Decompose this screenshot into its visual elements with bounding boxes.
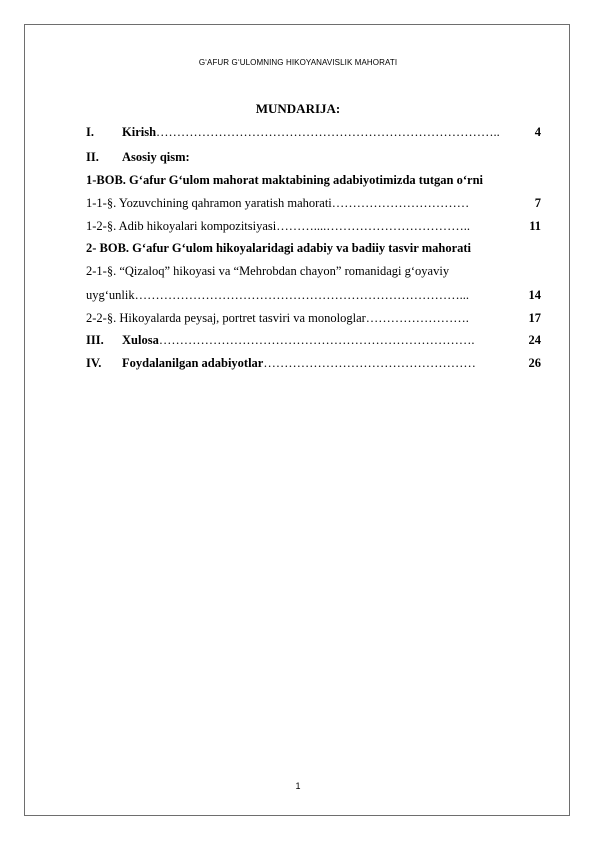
toc-entry-2-2[interactable]: [86, 311, 541, 326]
toc-entry-foydalanilgan[interactable]: [86, 356, 541, 371]
toc-leader-dots: ………………………………………………………………….: [158, 333, 475, 347]
toc-title: MUNDARIJA:: [255, 101, 341, 116]
toc-entry-page: 11: [529, 219, 541, 233]
page-border: [24, 24, 570, 816]
toc-entry-number: IV.: [86, 356, 102, 370]
toc-leader-dots: ……………………………………………: [263, 356, 476, 370]
running-header: G‘AFUR G‘ULOMNING HIKOYANAVISLIK MAHORATI: [198, 58, 398, 67]
toc-entry-page: 24: [528, 333, 541, 347]
page-number: 1: [295, 781, 301, 791]
toc-entry-1-1[interactable]: [86, 196, 541, 211]
toc-chapter-2[interactable]: [86, 241, 541, 256]
toc-entry-number: I.: [86, 125, 94, 139]
toc-chapter-label: 2- BOB. G‘afur G‘ulom hikoyalaridagi adabiy va badiiy tasvir mahorati: [86, 241, 471, 255]
toc-leader-dots: ……………………………………………………………………...: [134, 288, 469, 302]
toc-entry-page: 26: [528, 356, 541, 370]
toc-leader-dots: ……………………………: [331, 196, 470, 210]
toc-entry-1-2[interactable]: [86, 219, 541, 234]
toc-entry-page: 17: [528, 311, 541, 325]
toc-entry-label: Foydalanilgan adabiyotlar: [122, 356, 264, 370]
toc-entry-2-1[interactable]: [86, 264, 541, 279]
toc-entry-xulosa[interactable]: [86, 333, 541, 348]
toc-entry-number: III.: [86, 333, 104, 347]
toc-entry-label: Kirish: [122, 125, 157, 139]
toc-entry-page: 7: [534, 196, 541, 210]
toc-entry-number: II.: [86, 150, 99, 164]
toc-chapter-1[interactable]: [86, 173, 541, 188]
toc-entry-page: 14: [528, 288, 541, 302]
toc-leader-dots: ………………………………………………………………………..: [156, 125, 500, 139]
toc-leader-dots: …………………….: [365, 311, 469, 325]
toc-entry-label: uyg‘unlik: [86, 288, 135, 302]
toc-entry-label: 1-2-§. Adib hikoyalari kompozitsiyasi: [86, 219, 277, 233]
toc-entry-label: 2-1-§. “Qizaloq” hikoyasi va “Mehrobdan chayon” romanidagi g‘oyaviy: [86, 264, 450, 278]
toc-entry-asosiy[interactable]: [86, 150, 541, 165]
toc-entry-label: Xulosa: [122, 333, 159, 347]
toc-leader-dots: ………....……………………………..: [276, 219, 471, 233]
toc-entry-2-1-continued[interactable]: [86, 288, 541, 303]
toc-entry-kirish[interactable]: [86, 125, 541, 140]
toc-entry-label: 2-2-§. Hikoyalarda peysaj, portret tasviri va monologlar: [86, 311, 366, 325]
toc-chapter-label: 1-BOB. G‘afur G‘ulom mahorat maktabining adabiyotimizda tutgan o‘rni: [86, 173, 484, 187]
toc-entry-label: 1-1-§. Yozuvchining qahramon yaratish mahorati: [86, 196, 332, 210]
toc-entry-page: 4: [534, 125, 541, 139]
toc-entry-label: Asosiy qism:: [122, 150, 190, 164]
